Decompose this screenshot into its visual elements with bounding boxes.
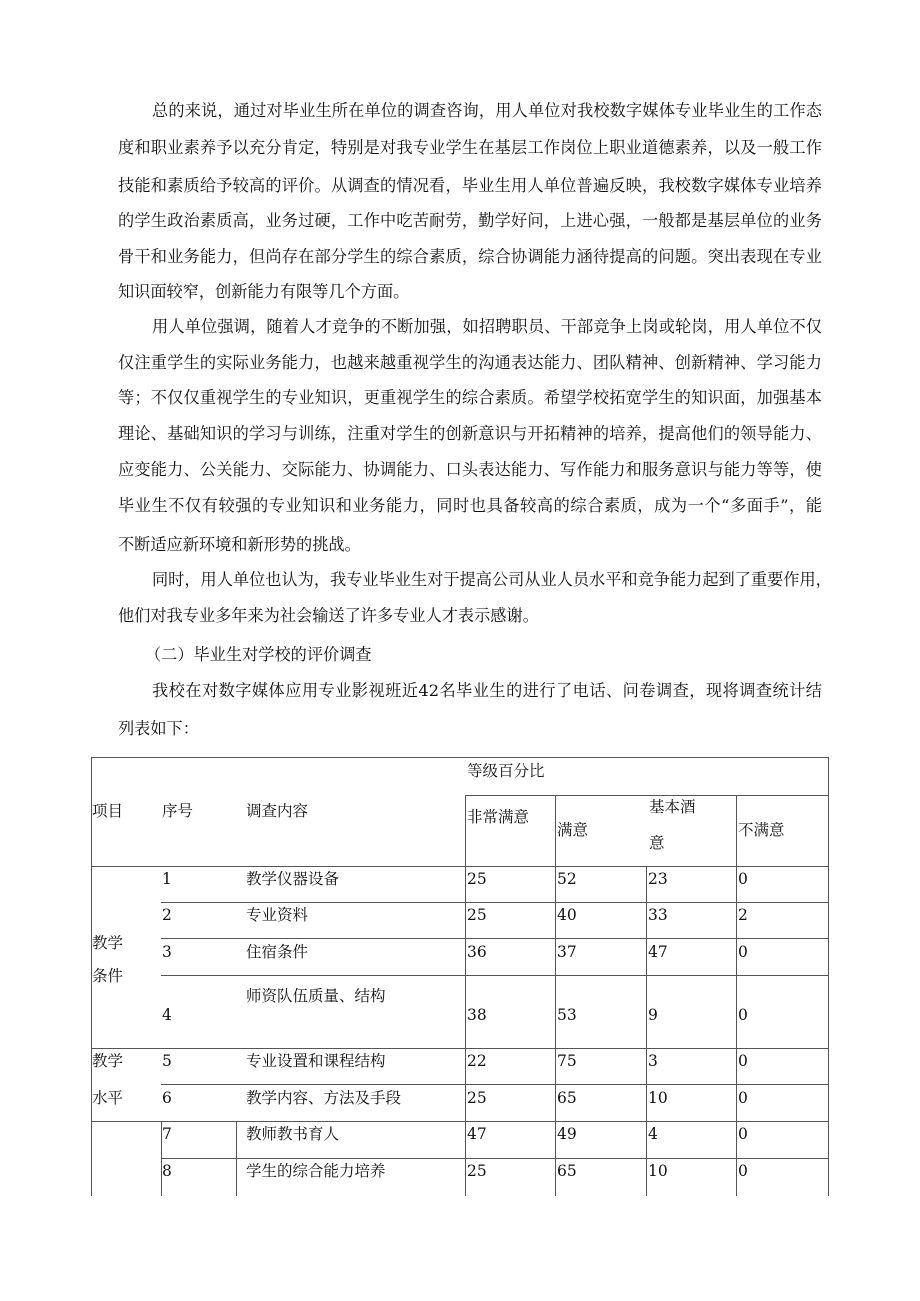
row-value: 22: [467, 1052, 487, 1070]
row-value: 10: [648, 1089, 668, 1107]
paragraph-line: 我校在对数字媒体应用专业影视班近42名毕业生的进行了电话、问卷调查，现将调查统计结: [152, 681, 822, 700]
row-value: 25: [467, 870, 487, 888]
row-no: 3: [162, 943, 172, 961]
paragraph-line: 应变能力、公关能力、交际能力、协调能力、口头表达能力、写作能力和服务意识与能力等等，使: [118, 460, 822, 479]
row-value: 4: [648, 1125, 658, 1143]
paragraph-line: 他们对我专业多年来为社会输送了许多专业人才表示感谢。: [118, 606, 539, 625]
row-value: 23: [648, 870, 668, 888]
row-no: 5: [162, 1052, 172, 1070]
row-content: 学生的综合能力培养: [246, 1162, 386, 1180]
header-no: 序号: [162, 802, 194, 820]
row-no: 7: [162, 1125, 172, 1143]
section-heading: （二）毕业生对学校的评价调查: [145, 645, 372, 664]
table-border: [161, 1084, 829, 1085]
row-content: 专业资料: [246, 906, 309, 924]
paragraph-line: 总的来说，通过对毕业生所在单位的调查咨询，用人单位对我校数字媒体专业毕业生的工作态: [152, 101, 822, 120]
table-border: [646, 866, 647, 1196]
paragraph-line: 技能和素质给予较高的评价。从调查的情况看，毕业生用人单位普遍反映，我校数字媒体专业培养: [118, 176, 822, 195]
row-content: 专业设置和课程结构: [246, 1052, 386, 1070]
table-border: [161, 975, 829, 976]
row-value: 36: [467, 943, 487, 961]
table-border: [828, 757, 829, 1196]
row-no: 8: [162, 1162, 172, 1180]
table-border: [555, 795, 556, 1196]
paragraph-line: 不断适应新环境和新形势的挑战。: [118, 535, 361, 554]
row-no: 4: [162, 1006, 172, 1024]
row-value: 9: [648, 1006, 658, 1024]
table-border: [236, 1121, 237, 1196]
row-content: 教师教书育人: [246, 1125, 340, 1143]
row-content: 住宿条件: [246, 943, 309, 961]
paragraph-line: 知识面较窄，创新能力有限等几个方面。: [118, 282, 410, 301]
paragraph-line: 理论、基础知识的学习与训练，注重对学生的创新意识与开拓精神的培养，提高他们的领导能力、: [118, 424, 822, 443]
table-border: [91, 1121, 829, 1122]
row-value: 65: [557, 1089, 577, 1107]
table-border: [465, 795, 466, 1196]
paragraph-line: 列表如下：: [118, 719, 199, 738]
paragraph-line: 的学生政治素质高，业务过硬，工作中吃苦耐劳，勤学好问，上进心强，一般都是基层单位的业务: [118, 211, 822, 230]
table-border: [91, 1048, 829, 1049]
table-border: [91, 866, 829, 867]
table-border: [91, 757, 829, 758]
group-label: 教学: [92, 1052, 124, 1070]
row-content: 师资队伍质量、结构: [246, 987, 386, 1005]
row-value: 25: [467, 1162, 487, 1180]
row-value: 65: [557, 1162, 577, 1180]
row-value: 38: [467, 1006, 487, 1024]
row-value: 37: [557, 943, 577, 961]
row-value: 25: [467, 906, 487, 924]
row-value: 0: [738, 1052, 748, 1070]
row-value: 0: [738, 1125, 748, 1143]
row-value: 47: [648, 943, 668, 961]
group-label: 教学: [92, 934, 124, 952]
header-col: 满意: [557, 821, 589, 839]
table-border: [465, 795, 829, 796]
table-border: [736, 795, 737, 1196]
row-value: 0: [738, 870, 748, 888]
row-content: 教学内容、方法及手段: [246, 1089, 402, 1107]
row-value: 0: [738, 1006, 748, 1024]
row-no: 6: [162, 1089, 172, 1107]
header-grade: 等级百分比: [467, 762, 545, 780]
header-col: 非常满意: [467, 808, 530, 826]
table-border: [161, 938, 829, 939]
row-value: 0: [738, 943, 748, 961]
row-value: 53: [557, 1006, 577, 1024]
row-content: 教学仪器设备: [246, 870, 340, 888]
table-border: [161, 902, 829, 903]
row-value: 25: [467, 1089, 487, 1107]
paragraph-line: 同时，用人单位也认为，我专业毕业生对于提高公司从业人员水平和竞争能力起到了重要作用，: [152, 570, 832, 589]
row-value: 40: [557, 906, 577, 924]
paragraph-line: 用人单位强调，随着人才竞争的不断加强，如招聘职员、干部竞争上岗或轮岗，用人单位不仅: [152, 317, 822, 336]
header-col: 不满意: [738, 821, 785, 839]
paragraph-line: 骨干和业务能力，但尚存在部分学生的综合素质，综合协调能力涵待提高的问题。突出表现在专业: [118, 247, 822, 266]
row-value: 0: [738, 1162, 748, 1180]
group-label: 条件: [92, 967, 124, 985]
row-value: 0: [738, 1089, 748, 1107]
row-no: 2: [162, 906, 172, 924]
header-col: 基本酒: [649, 798, 696, 816]
row-value: 49: [557, 1125, 577, 1143]
row-value: 75: [557, 1052, 577, 1070]
header-col: 意: [649, 834, 665, 852]
group-label: 水平: [92, 1089, 124, 1107]
row-value: 10: [648, 1162, 668, 1180]
paragraph-line: 毕业生不仅有较强的专业知识和业务能力，同时也具备较高的综合素质，成为一个“多面手”，能: [118, 496, 822, 515]
row-value: 2: [738, 906, 748, 924]
paragraph-line: 度和职业素养予以充分肯定，特别是对我专业学生在基层工作岗位上职业道德素养，以及一般工作: [118, 138, 822, 157]
row-no: 1: [162, 870, 172, 888]
header-content: 调查内容: [246, 802, 309, 820]
header-item: 项目: [92, 802, 124, 820]
paragraph-line: 仅注重学生的实际业务能力，也越来越重视学生的沟通表达能力、团队精神、创新精神、学习能力: [118, 353, 822, 372]
table-border: [161, 1158, 829, 1159]
row-value: 47: [467, 1125, 487, 1143]
row-value: 33: [648, 906, 668, 924]
row-value: 52: [557, 870, 577, 888]
paragraph-line: 等；不仅仅重视学生的专业知识，更重视学生的综合素质。希望学校拓宽学生的知识面，加强基本: [118, 388, 822, 407]
row-value: 3: [648, 1052, 658, 1070]
